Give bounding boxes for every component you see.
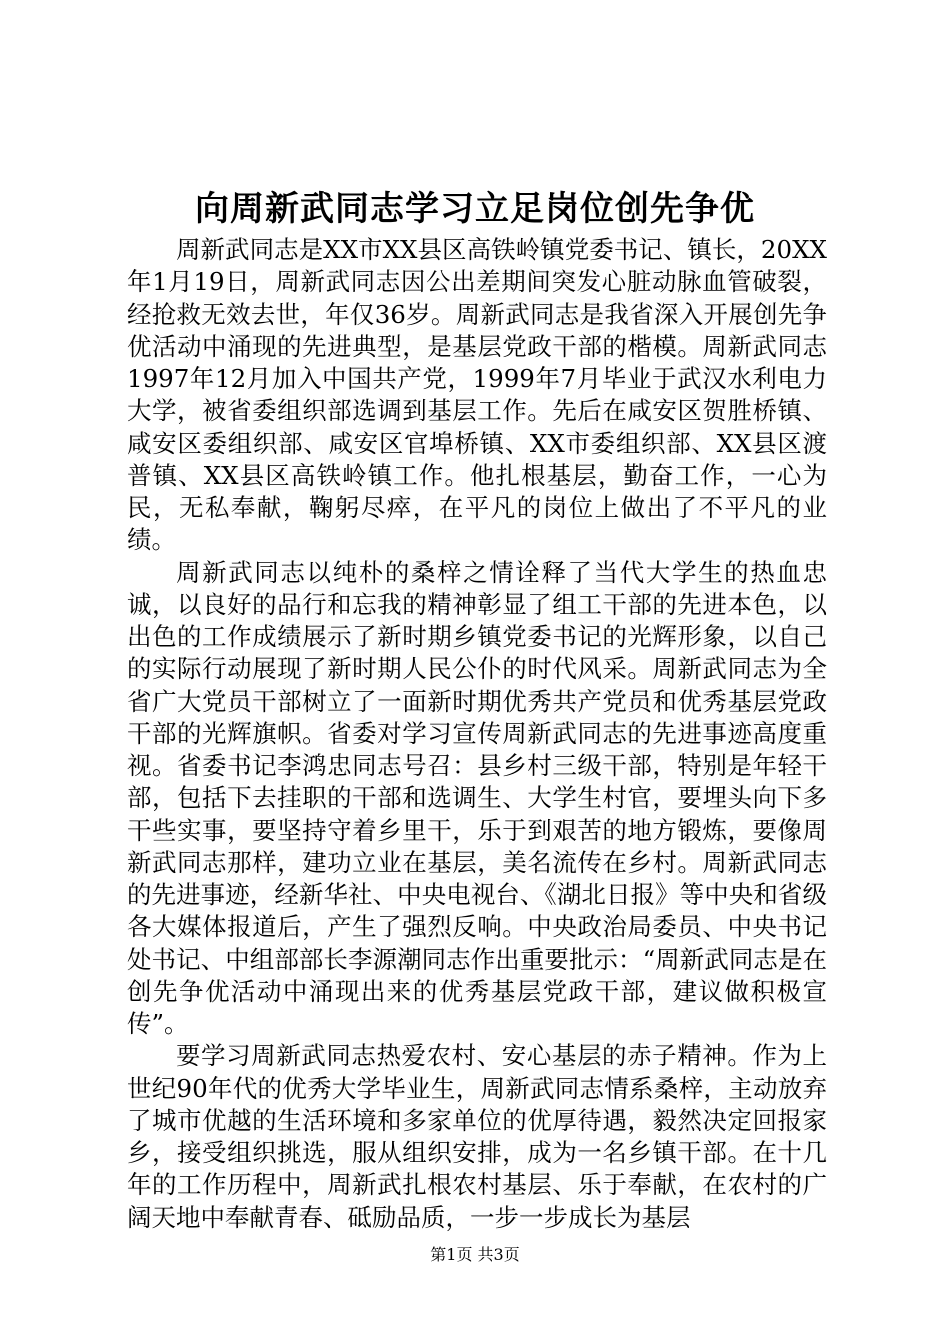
body-paragraph: 要学习周新武同志热爱农村、安心基层的赤子精神。作为上世纪90年代的优秀大学毕业生，周新武同志情系桑梓，主动放弃了城市优越的生活环境和多家单位的优厚待遇，毅然决定回报家乡，接受组织挑选，服从组织安排，成为一名乡镇干部。在十几年的工作历程中，周新武扎根农村基层、乐于奉献，在农村的广阔天地中奉献青春、砥励品质，一步一步成长为基层	[127, 1041, 827, 1232]
page-number: 第1页 共3页	[430, 1245, 520, 1264]
document-title: 向周新武同志学习立足岗位创先争优	[195, 189, 755, 229]
body-paragraph: 周新武同志以纯朴的桑梓之情诠释了当代大学生的热血忠诚，以良好的品行和忘我的精神彰显了组工干部的先进本色，以出色的工作成绩展示了新时期乡镇党委书记的光辉形象，以自己的实际行动展现了新时期人民公仆的时代风采。周新武同志为全省广大党员干部树立了一面新时期优秀共产党员和优秀基层党政干部的光辉旗帜。省委对学习宣传周新武同志的先进事迹高度重视。省委书记李鸿忠同志号召：县乡村三级干部，特别是年轻干部，包括下去挂职的干部和选调生、大学生村官，要埋头向下多干些实事，要坚持守着乡里干，乐于到艰苦的地方锻炼，要像周新武同志那样，建功立业在基层，美名流传在乡村。周新武同志的先进事迹，经新华社、中央电视台、《湖北日报》等中央和省级各大媒体报道后，产生了强烈反响。中央政治局委员、中央书记处书记、中组部部长李源潮同志作出重要批示：“周新武同志是在创先争优活动中涌现出来的优秀基层党政干部，建议做积极宣传”。	[127, 557, 827, 1038]
body-paragraph: 周新武同志是XX市XX县区高铁岭镇党委书记、镇长，20XX年1月19日，周新武同志因公出差期间突发心脏动脉血管破裂，经抢救无效去世，年仅36岁。周新武同志是我省深入开展创先争优活动中涌现的先进典型，是基层党政干部的楷模。周新武同志1997年12月加入中国共产党，1999年7月毕业于武汉水利电力大学，被省委组织部选调到基层工作。先后在咸安区贺胜桥镇、咸安区委组织部、咸安区官埠桥镇、XX市委组织部、XX县区渡普镇、XX县区高铁岭镇工作。他扎根基层，勤奋工作，一心为民，无私奉献，鞠躬尽瘁，在平凡的岗位上做出了不平凡的业绩。	[127, 235, 827, 555]
document-body	[127, 234, 827, 1234]
